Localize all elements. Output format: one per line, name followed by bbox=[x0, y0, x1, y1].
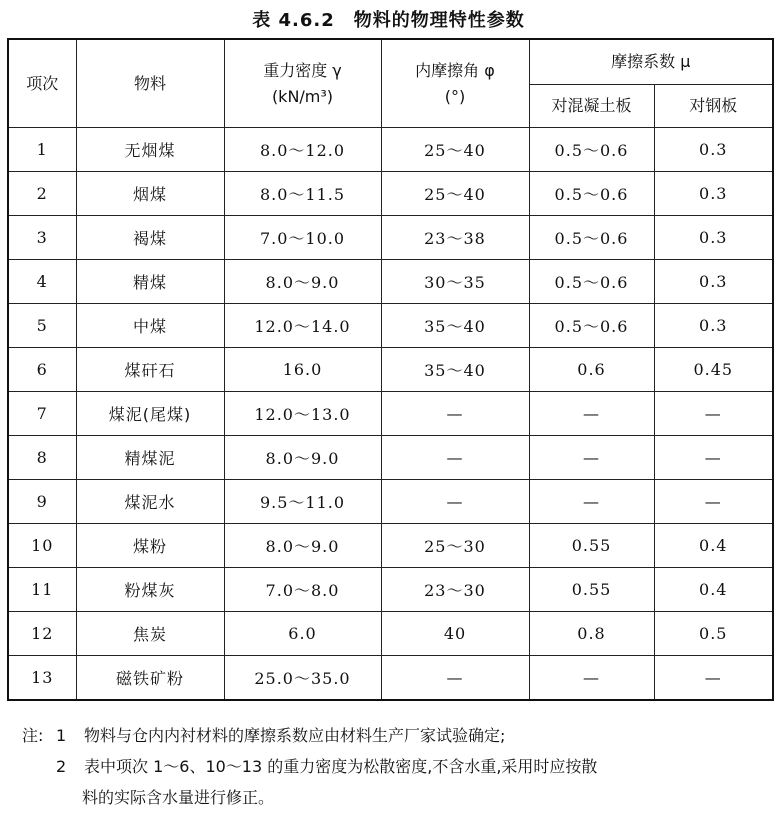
cell-steel-friction: 0.45 bbox=[654, 348, 773, 392]
cell-angle: 30～35 bbox=[381, 260, 529, 304]
cell-material: 精煤 bbox=[76, 260, 224, 304]
header-angle-label: 内摩擦角 φ bbox=[415, 60, 495, 80]
table-row bbox=[8, 128, 773, 172]
note-2 bbox=[22, 751, 762, 782]
cell-steel-friction: 0.4 bbox=[654, 524, 773, 568]
note-number: 1 bbox=[56, 726, 67, 745]
cell-concrete-friction: — bbox=[529, 392, 654, 436]
note-text: 物料与仓内内衬材料的摩擦系数应由材料生产厂家试验确定; bbox=[84, 726, 506, 745]
cell-material: 磁铁矿粉 bbox=[76, 656, 224, 701]
header-density-unit: (kN/m³) bbox=[271, 86, 334, 106]
cell-angle: 25～40 bbox=[381, 128, 529, 172]
cell-density: 8.0～12.0 bbox=[224, 128, 381, 172]
table-row bbox=[8, 612, 773, 656]
table-row bbox=[8, 172, 773, 216]
cell-density: 8.0～11.5 bbox=[224, 172, 381, 216]
cell-angle: 25～30 bbox=[381, 524, 529, 568]
cell-concrete-friction: 0.6 bbox=[529, 348, 654, 392]
cell-concrete-friction: 0.55 bbox=[529, 524, 654, 568]
table-row bbox=[8, 436, 773, 480]
table-row bbox=[8, 568, 773, 612]
cell-angle: 40 bbox=[381, 612, 529, 656]
cell-angle: 35～40 bbox=[381, 348, 529, 392]
note-number: 2 bbox=[56, 757, 67, 776]
cell-item: 5 bbox=[8, 304, 76, 348]
cell-item: 12 bbox=[8, 612, 76, 656]
cell-angle: — bbox=[381, 436, 529, 480]
cell-item: 10 bbox=[8, 524, 76, 568]
cell-density: 12.0～14.0 bbox=[224, 304, 381, 348]
cell-angle: — bbox=[381, 656, 529, 701]
cell-steel-friction: 0.3 bbox=[654, 216, 773, 260]
header-angle-unit: (°) bbox=[444, 86, 466, 106]
cell-angle: 23～30 bbox=[381, 568, 529, 612]
cell-density: 12.0～13.0 bbox=[224, 392, 381, 436]
cell-density: 7.0～10.0 bbox=[224, 216, 381, 260]
note-1 bbox=[22, 720, 762, 751]
table-row bbox=[8, 304, 773, 348]
cell-item: 6 bbox=[8, 348, 76, 392]
cell-concrete-friction: — bbox=[529, 436, 654, 480]
cell-density: 8.0～9.0 bbox=[224, 436, 381, 480]
cell-steel-friction: 0.3 bbox=[654, 172, 773, 216]
table-row bbox=[8, 216, 773, 260]
cell-density: 16.0 bbox=[224, 348, 381, 392]
cell-material: 煤粉 bbox=[76, 524, 224, 568]
cell-concrete-friction: — bbox=[529, 480, 654, 524]
cell-material: 焦炭 bbox=[76, 612, 224, 656]
cell-steel-friction: 0.4 bbox=[654, 568, 773, 612]
cell-density: 9.5～11.0 bbox=[224, 480, 381, 524]
cell-material: 烟煤 bbox=[76, 172, 224, 216]
cell-angle: 25～40 bbox=[381, 172, 529, 216]
note-text: 表中项次 1～6、10～13 的重力密度为松散密度,不含水重,采用时应按散 bbox=[84, 757, 598, 776]
header-density-label: 重力密度 γ bbox=[263, 60, 342, 80]
cell-item: 13 bbox=[8, 656, 76, 701]
table-row bbox=[8, 480, 773, 524]
cell-item: 2 bbox=[8, 172, 76, 216]
cell-concrete-friction: 0.5～0.6 bbox=[529, 216, 654, 260]
physical-properties-table bbox=[7, 38, 774, 701]
cell-material: 煤矸石 bbox=[76, 348, 224, 392]
table-row bbox=[8, 524, 773, 568]
cell-concrete-friction: 0.5～0.6 bbox=[529, 260, 654, 304]
cell-steel-friction: 0.3 bbox=[654, 260, 773, 304]
cell-material: 无烟煤 bbox=[76, 128, 224, 172]
cell-item: 8 bbox=[8, 436, 76, 480]
cell-density: 7.0～8.0 bbox=[224, 568, 381, 612]
cell-steel-friction: 0.3 bbox=[654, 304, 773, 348]
cell-material: 褐煤 bbox=[76, 216, 224, 260]
cell-steel-friction: 0.5 bbox=[654, 612, 773, 656]
table-row bbox=[8, 260, 773, 304]
cell-density: 25.0～35.0 bbox=[224, 656, 381, 701]
header-row bbox=[8, 39, 773, 85]
cell-density: 8.0～9.0 bbox=[224, 260, 381, 304]
header-material: 物料 bbox=[76, 39, 224, 128]
cell-material: 粉煤灰 bbox=[76, 568, 224, 612]
header-item: 项次 bbox=[8, 39, 76, 128]
cell-item: 1 bbox=[8, 128, 76, 172]
cell-item: 7 bbox=[8, 392, 76, 436]
cell-item: 9 bbox=[8, 480, 76, 524]
header-friction: 摩擦系数 μ bbox=[529, 39, 773, 85]
note-2-continuation: 料的实际含水量进行修正。 bbox=[82, 788, 275, 807]
cell-concrete-friction: 0.5～0.6 bbox=[529, 304, 654, 348]
note-prefix: 注: bbox=[22, 726, 44, 745]
cell-item: 11 bbox=[8, 568, 76, 612]
cell-concrete-friction: 0.5～0.6 bbox=[529, 128, 654, 172]
header-density bbox=[224, 39, 381, 128]
cell-material: 中煤 bbox=[76, 304, 224, 348]
cell-concrete-friction: 0.8 bbox=[529, 612, 654, 656]
cell-steel-friction: 0.3 bbox=[654, 128, 773, 172]
cell-steel-friction: — bbox=[654, 392, 773, 436]
header-angle bbox=[381, 39, 529, 128]
cell-density: 8.0～9.0 bbox=[224, 524, 381, 568]
notes bbox=[22, 720, 762, 813]
cell-concrete-friction: 0.5～0.6 bbox=[529, 172, 654, 216]
cell-concrete-friction: 0.55 bbox=[529, 568, 654, 612]
table-title: 表 4.6.2 物料的物理特性参数 bbox=[252, 10, 525, 31]
cell-item: 3 bbox=[8, 216, 76, 260]
table-row bbox=[8, 656, 773, 701]
cell-steel-friction: — bbox=[654, 656, 773, 701]
cell-angle: 35～40 bbox=[381, 304, 529, 348]
table-body bbox=[8, 128, 773, 701]
cell-material: 煤泥(尾煤) bbox=[76, 392, 224, 436]
cell-steel-friction: — bbox=[654, 436, 773, 480]
cell-angle: — bbox=[381, 392, 529, 436]
cell-material: 精煤泥 bbox=[76, 436, 224, 480]
cell-steel-friction: — bbox=[654, 480, 773, 524]
cell-item: 4 bbox=[8, 260, 76, 304]
cell-concrete-friction: — bbox=[529, 656, 654, 701]
header-steel: 对钢板 bbox=[654, 85, 773, 128]
table-row bbox=[8, 392, 773, 436]
header-concrete: 对混凝土板 bbox=[529, 85, 654, 128]
table-row bbox=[8, 348, 773, 392]
cell-density: 6.0 bbox=[224, 612, 381, 656]
cell-angle: — bbox=[381, 480, 529, 524]
cell-angle: 23～38 bbox=[381, 216, 529, 260]
cell-material: 煤泥水 bbox=[76, 480, 224, 524]
